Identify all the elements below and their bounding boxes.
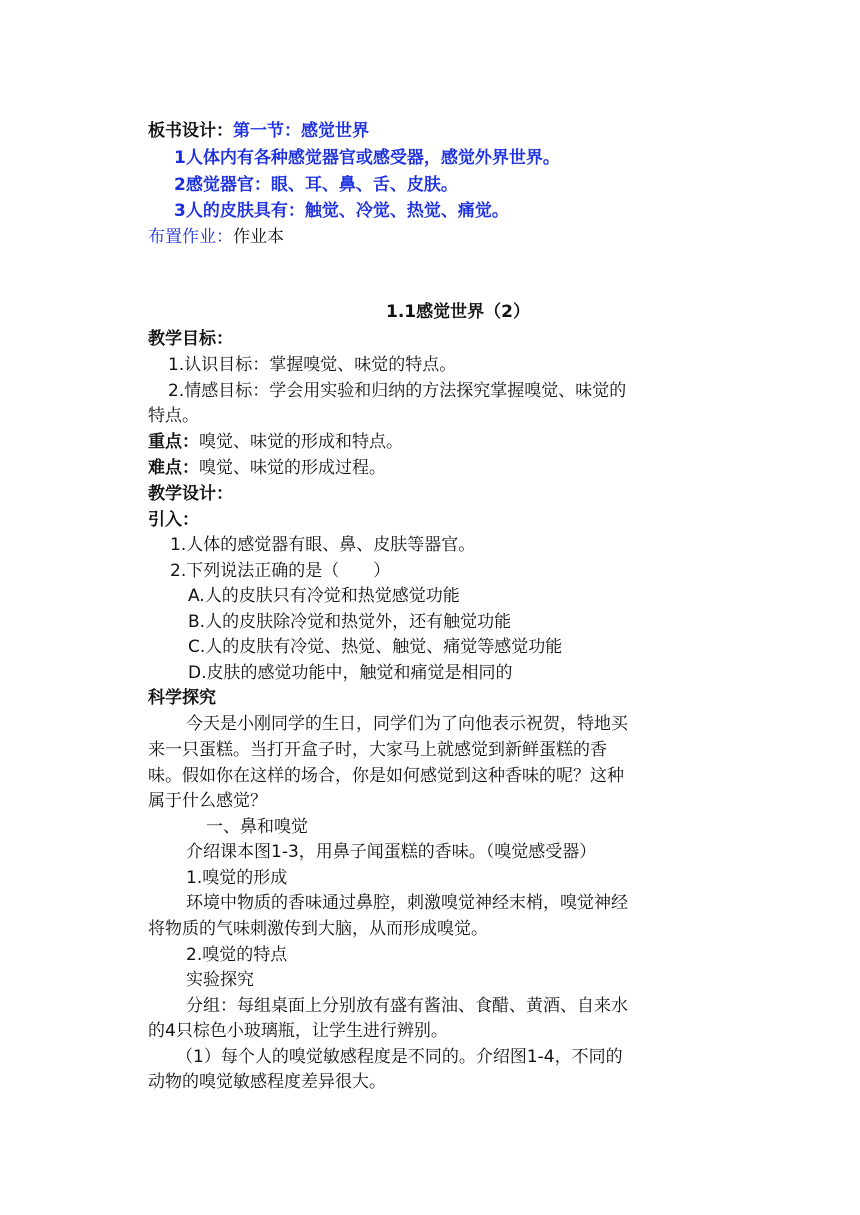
- point-1-line-2: 动物的嗅觉敏感程度差异很大。: [148, 1072, 386, 1092]
- intro-question-1: 1.人体的感觉器有眼、鼻、皮肤等器官。: [170, 535, 476, 555]
- smell-features-heading: 2.嗅觉的特点: [186, 945, 288, 965]
- board-item-3: 3人的皮肤具有：触觉、冷觉、热觉、痛觉。: [174, 201, 509, 221]
- board-design-title: 第一节：感觉世界: [233, 121, 369, 141]
- homework-text: 作业本: [233, 227, 284, 247]
- intro-question-2: 2.下列说法正确的是（ ）: [170, 561, 391, 581]
- objective-item-1: 1.认识目标：掌握嗅觉、味觉的特点。: [168, 355, 457, 375]
- key-point-label: 重点：: [148, 432, 199, 452]
- board-item-2: 2感觉器官：眼、耳、鼻、舌、皮肤。: [174, 175, 458, 195]
- board-item-1: 1人体内有各种感觉器官或感受器，感觉外界世界。: [174, 148, 560, 168]
- smell-formation-line-1: 环境中物质的香味通过鼻腔，刺激嗅觉神经末梢，嗅觉神经: [186, 893, 628, 913]
- smell-formation-line-2: 将物质的气味刺激传到大脑，从而形成嗅觉。: [148, 919, 488, 939]
- key-point-line: [148, 430, 403, 454]
- key-point-text: 嗅觉、味觉的形成和特点。: [199, 432, 403, 452]
- experiment-heading: 实验探究: [186, 970, 254, 990]
- option-c: C.人的皮肤有冷觉、热觉、触觉、痛觉等感觉功能: [188, 637, 563, 657]
- homework-line: [148, 225, 284, 249]
- inquiry-heading: 科学探究: [148, 688, 216, 708]
- option-d: D.皮肤的感觉功能中，触觉和痛觉是相同的: [188, 663, 513, 683]
- lesson-title: 1.1感觉世界（2）: [386, 302, 530, 322]
- option-b: B.人的皮肤除冷觉和热觉外，还有触觉功能: [188, 612, 512, 632]
- inquiry-para-line-3: 味。假如你在这样的场合，你是如何感觉到这种香味的呢？这种: [148, 766, 624, 786]
- inquiry-para-line-2: 来一只蛋糕。当打开盒子时，大家马上就感觉到新鲜蛋糕的香: [148, 740, 607, 760]
- inquiry-para-line-4: 属于什么感觉？: [148, 791, 267, 811]
- group-line-1: 分组：每组桌面上分别放有盛有酱油、食醋、黄酒、自来水: [186, 996, 628, 1016]
- board-design-label: 板书设计：: [148, 121, 233, 141]
- difficulty-label: 难点：: [148, 458, 199, 478]
- board-design-line: [148, 119, 369, 143]
- difficulty-line: [148, 456, 386, 480]
- design-heading: 教学设计：: [148, 484, 233, 504]
- section-nose-smell: 一、鼻和嗅觉: [206, 817, 308, 837]
- option-a: A.人的皮肤只有冷觉和热觉感觉功能: [188, 586, 460, 606]
- objective-item-2-cont: 特点。: [148, 406, 199, 426]
- difficulty-text: 嗅觉、味觉的形成过程。: [199, 458, 386, 478]
- figure-intro-line: 介绍课本图1-3，用鼻子闻蛋糕的香味。（嗅觉感受器）: [186, 842, 597, 862]
- group-line-2: 的4只棕色小玻璃瓶，让学生进行辨别。: [148, 1021, 448, 1041]
- point-1-line-1: （1）每个人的嗅觉敏感程度是不同的。介绍图1-4，不同的: [176, 1047, 623, 1067]
- objective-item-2: 2.情感目标：学会用实验和归纳的方法探究掌握嗅觉、味觉的: [168, 381, 627, 401]
- inquiry-para-line-1: 今天是小刚同学的生日，同学们为了向他表示祝贺，特地买: [186, 714, 628, 734]
- smell-formation-heading: 1.嗅觉的形成: [186, 868, 288, 888]
- intro-heading: 引入：: [148, 510, 199, 530]
- objectives-heading: 教学目标：: [148, 329, 233, 349]
- homework-label: 布置作业：: [148, 227, 233, 247]
